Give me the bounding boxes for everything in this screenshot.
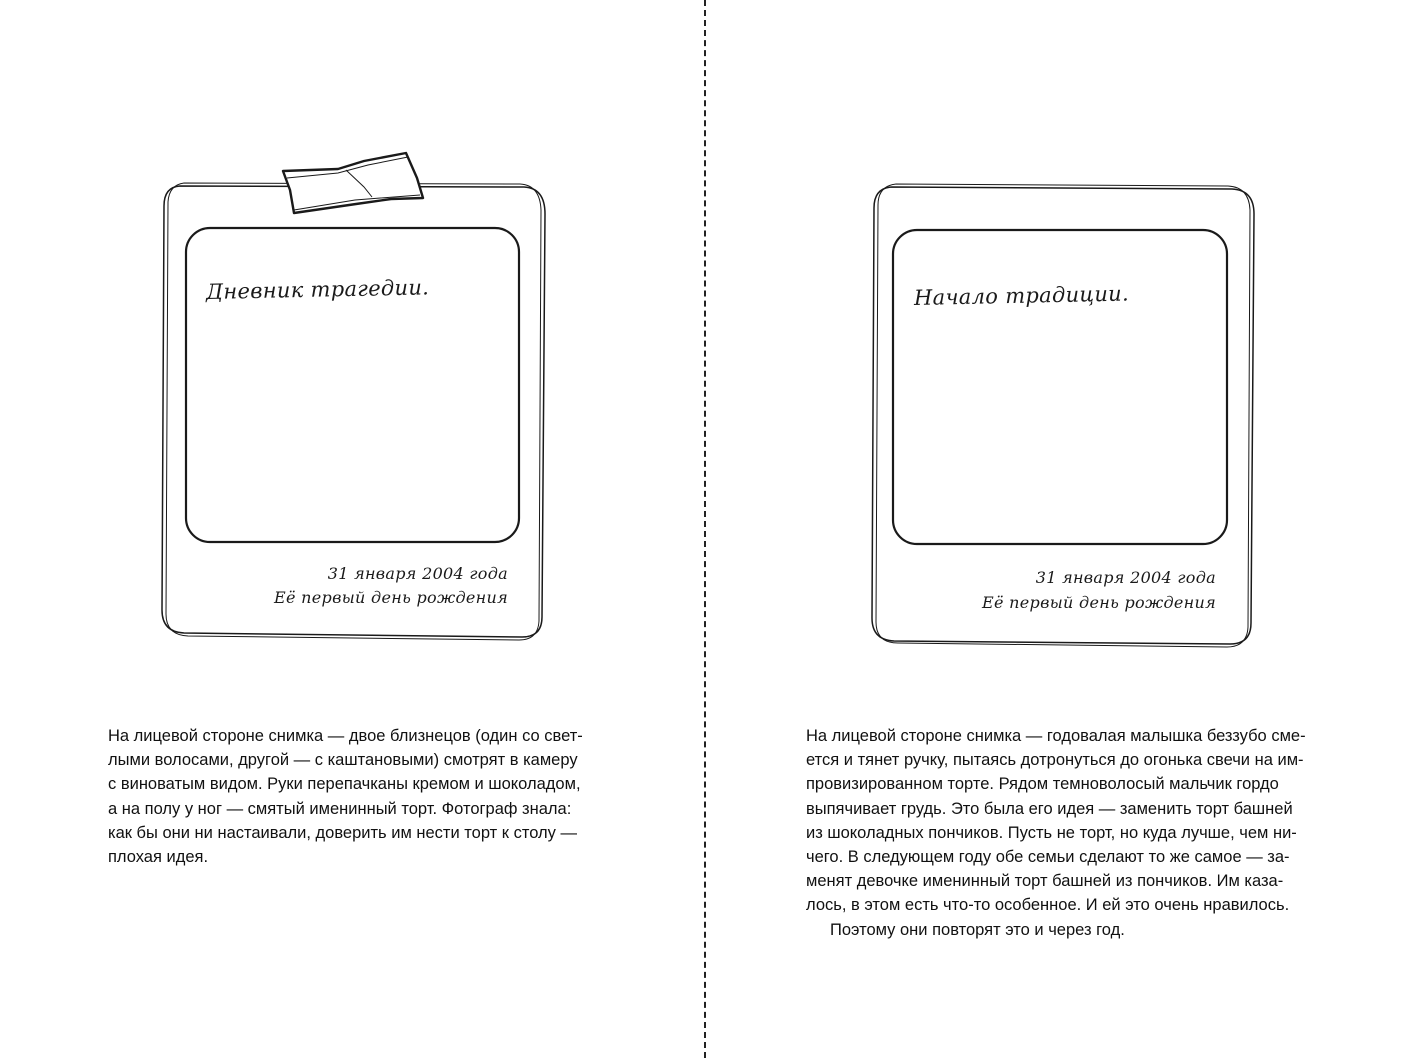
paragraph-line: менят девочке именинный торт башней из пончиков. Им каза- xyxy=(806,872,1284,891)
paragraph-line: выпячивает грудь. Это была его идея — заменить торт башней xyxy=(806,799,1293,818)
paragraph-line: из шоколадных пончиков. Пусть не торт, но куда лучше, чем ни- xyxy=(806,823,1297,842)
polaroid-note: Её первый день рождения xyxy=(982,593,1216,612)
paragraph-line: На лицевой стороне снимка — двое близнецов (один со свет- xyxy=(108,727,583,745)
polaroid-left xyxy=(150,140,560,650)
paragraph-line: как бы они ни настаивали, доверить им нести торт к столу — xyxy=(108,823,577,842)
paragraph-line: плохая идея. xyxy=(108,847,209,866)
polaroid-title: Начало традиции. xyxy=(913,281,1130,310)
polaroid-right xyxy=(858,170,1268,660)
tape-drawing xyxy=(283,153,423,213)
polaroid-date: 31 января 2004 года xyxy=(1035,568,1216,587)
paragraph-line: провизированном торте. Рядом темноволосый мальчик гордо xyxy=(806,775,1279,794)
polaroid-date: 31 января 2004 года xyxy=(327,564,508,583)
paragraph-line: На лицевой стороне снимка — годовалая малышка беззубо сме- xyxy=(806,727,1306,745)
paragraph-line: ется и тянет ручку, пытаясь дотронуться до огонька свечи на им- xyxy=(806,751,1304,770)
left-paragraph xyxy=(108,724,608,869)
paragraph-line: а на полу у ног — смятый именинный торт. Фотограф знала: xyxy=(108,799,572,818)
paragraph-line: лось, в этом есть что-то особенное. И ей это очень нравилось. xyxy=(806,896,1290,915)
paragraph-line: с виноватым видом. Руки перепачканы кремом и шоколадом, xyxy=(108,775,581,794)
paragraph-line: чего. В следующем году обе семьи сделают то же самое — за- xyxy=(806,847,1290,866)
right-paragraph xyxy=(806,724,1306,942)
polaroid-title: Дневник трагедии. xyxy=(205,275,430,304)
paragraph-line: лыми волосами, другой — с каштановыми) смотрят в камеру xyxy=(108,751,578,770)
polaroid-note: Её первый день рождения xyxy=(274,588,508,607)
right-page xyxy=(706,0,1410,1058)
closing-line: Поэтому они повторят это и через год. xyxy=(830,920,1125,939)
